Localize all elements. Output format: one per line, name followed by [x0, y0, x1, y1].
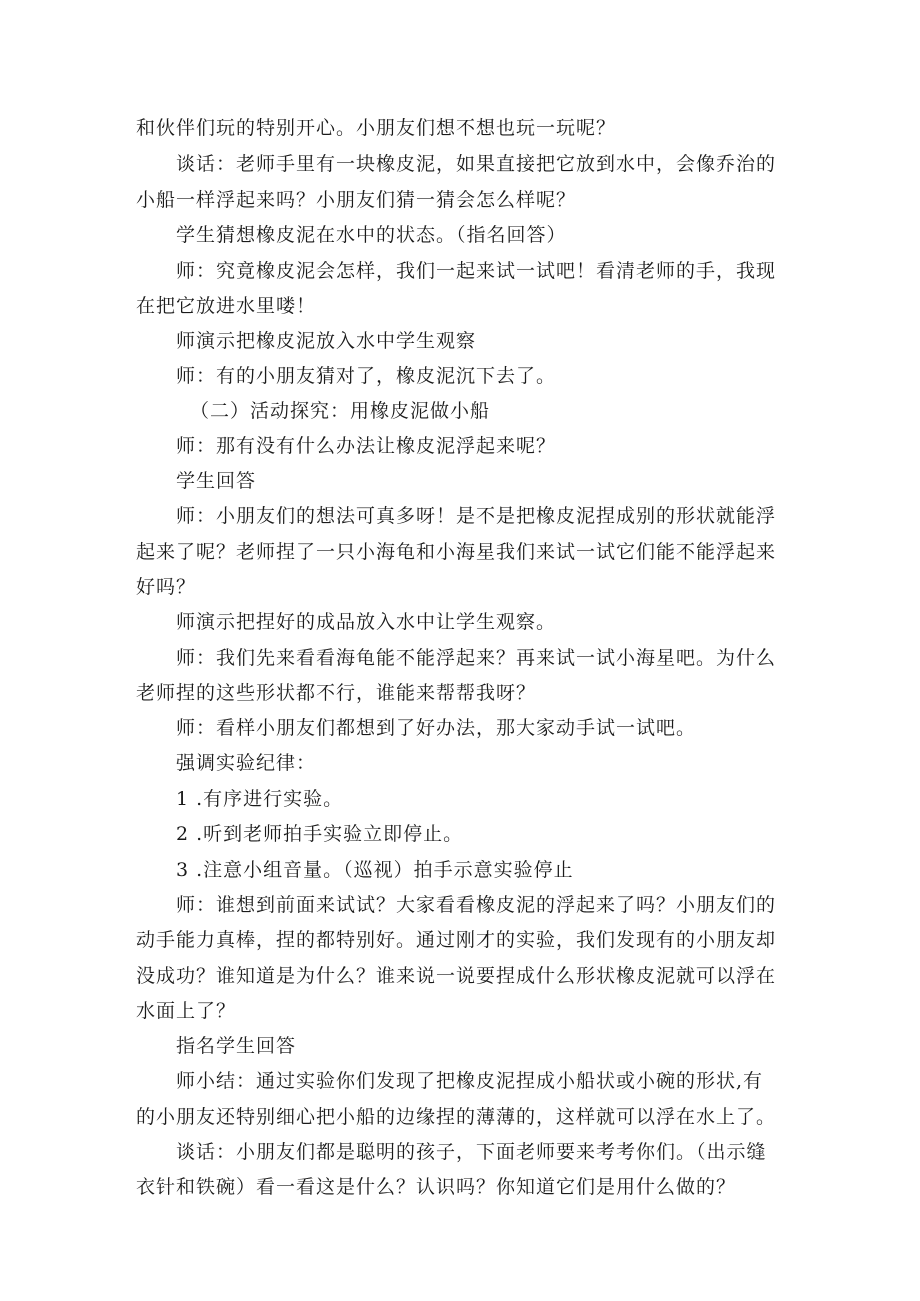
- text-line: 动手能力真棒，捏的都特别好。通过刚才的实验，我们发现有的小朋友却: [136, 929, 777, 951]
- text-line: 师小结：通过实验你们发现了把橡皮泥捏成小船状或小碗的形状,有: [176, 1070, 764, 1092]
- text-line: 学生回答: [176, 470, 257, 492]
- text-line: 师：有的小朋友猜对了，橡皮泥沉下去了。: [176, 365, 557, 387]
- text-line: 学生猜想橡皮泥在水中的状态。（指名回答）: [176, 224, 567, 246]
- text-line: 师：究竟橡皮泥会怎样，我们一起来试一试吧！看清老师的手，我现: [176, 260, 777, 282]
- text-line: 水面上了？: [136, 1000, 237, 1022]
- list-item: 1 .有序进行实验。: [176, 788, 344, 810]
- text-line: 好吗？: [136, 576, 197, 598]
- text-line: 的小朋友还特别细心把小船的边缘捏的薄薄的，这样就可以浮在水上了。: [136, 1106, 777, 1128]
- list-item: 2 .听到老师拍手实验立即停止。: [176, 823, 464, 845]
- text-line: 谈话：小朋友们都是聪明的孩子，下面老师要来考考你们。（出示缝: [176, 1141, 767, 1163]
- text-line: 和伙伴们玩的特别开心。小朋友们想不想也玩一玩呢？: [136, 117, 617, 139]
- text-line: 师：那有没有什么办法让橡皮泥浮起来呢？: [176, 435, 557, 457]
- text-line: 起来了呢？老师捏了一只小海龟和小海星我们来试一试它们能不能浮起来: [136, 541, 777, 563]
- text-line: 师：我们先来看看海龟能不能浮起来？再来试一试小海星吧。为什么: [176, 647, 777, 669]
- text-line: 没成功？谁知道是为什么？谁来说一说要捏成什么形状橡皮泥就可以浮在: [136, 965, 777, 987]
- list-item: 3 .注意小组音量。（巡视）拍手示意实验停止: [176, 859, 574, 881]
- text-line: 师：看样小朋友们都想到了好办法，那大家动手试一试吧。: [176, 717, 697, 739]
- text-line: 师：小朋友们的想法可真多呀！是不是把橡皮泥捏成别的形状就能浮: [176, 505, 777, 527]
- text-line: 谈话：老师手里有一块橡皮泥，如果直接把它放到水中，会像乔治的: [176, 153, 777, 175]
- text-line: 老师捏的这些形状都不行，谁能来帮帮我呀？: [136, 682, 537, 704]
- text-line: 师演示把橡皮泥放入水中学生观察: [176, 330, 477, 352]
- text-line: 师演示把捏好的成品放入水中让学生观察。: [176, 611, 557, 633]
- text-line: 小船一样浮起来吗？小朋友们猜一猜会怎么样呢？: [136, 189, 577, 211]
- text-line: 师：谁想到前面来试试？大家看看橡皮泥的浮起来了吗？小朋友们的: [176, 894, 777, 916]
- text-line: 衣针和铁碗）看一看这是什么？认识吗？你知道它们是用什么做的？: [136, 1176, 737, 1198]
- text-line: 指名学生回答: [176, 1035, 297, 1057]
- text-line: 强调实验纪律：: [176, 752, 317, 774]
- text-line: 在把它放进水里喽！: [136, 295, 317, 317]
- section-heading: （二）活动探究：用橡皮泥做小船: [190, 400, 491, 422]
